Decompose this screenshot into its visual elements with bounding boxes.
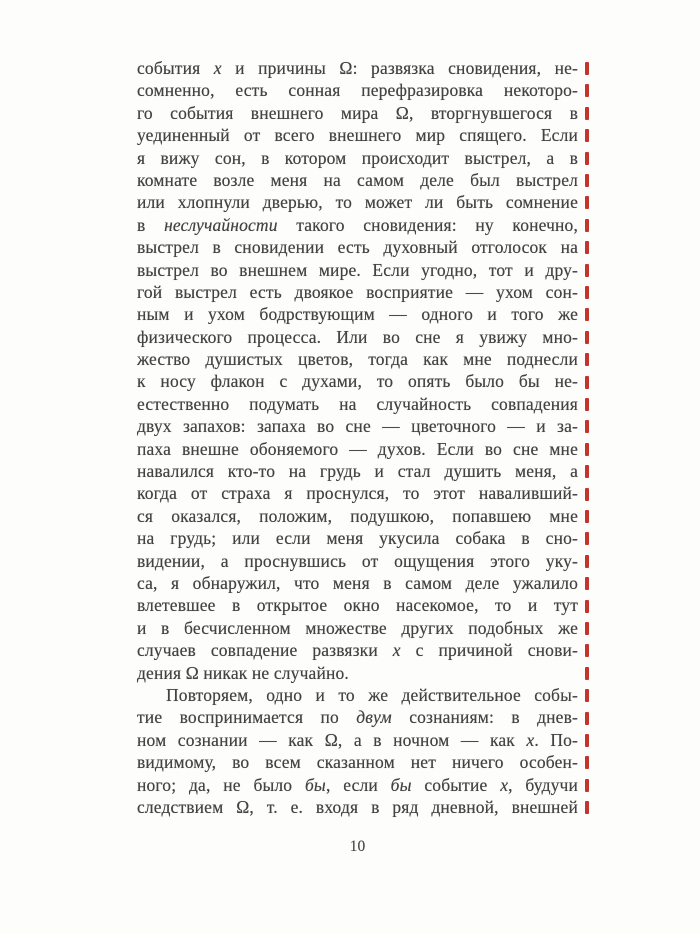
body-text: , будучи xyxy=(508,774,579,795)
text-line xyxy=(137,594,578,616)
text-line xyxy=(137,415,578,437)
body-text: дения Ω никак не случайно. xyxy=(137,662,349,683)
red-tick-icon xyxy=(585,488,589,501)
body-text: видении, а проснувшись от ощущения этого уку- xyxy=(137,550,578,571)
red-tick-icon xyxy=(585,689,589,702)
red-tick-icon xyxy=(585,264,589,277)
italic-text: бы xyxy=(390,774,412,795)
red-tick-icon xyxy=(585,420,589,433)
text-line xyxy=(137,684,578,706)
body-text: событие xyxy=(411,774,501,795)
body-text: следствием Ω, т. е. входя в ряд дневной, внешней xyxy=(137,796,578,817)
body-text: я вижу сон, в котором происходит выстрел, а в xyxy=(137,147,578,168)
red-tick-icon xyxy=(585,555,589,568)
body-text: сознаниям: в днев- xyxy=(391,707,578,728)
body-text: . По- xyxy=(534,729,578,750)
body-text: такого сновидения: ну конечно, xyxy=(277,214,578,235)
text-line xyxy=(137,751,578,773)
text-line xyxy=(137,505,578,527)
italic-text: неслучайности xyxy=(164,214,278,235)
red-tick-icon xyxy=(585,600,589,613)
text-line xyxy=(137,572,578,594)
body-text: уединенный от всего внешнего мир спящего. Если xyxy=(137,125,578,146)
text-line xyxy=(137,729,578,751)
page-number: 10 xyxy=(349,838,366,855)
text-line xyxy=(137,774,578,796)
body-text: ся оказался, положим, подушкою, попавшею мне xyxy=(137,505,578,526)
text-line xyxy=(137,662,578,684)
red-tick-icon xyxy=(585,174,589,187)
text-line xyxy=(137,639,578,661)
red-tick-icon xyxy=(585,107,589,120)
red-tick-icon xyxy=(585,734,589,747)
body-text: , если xyxy=(325,774,391,795)
text-line xyxy=(137,482,578,504)
text-line xyxy=(137,169,578,191)
red-tick-icon xyxy=(585,84,589,97)
text-line xyxy=(137,281,578,303)
body-text: когда от страха я проснулся, то этот наваливший- xyxy=(137,483,578,504)
red-tick-icon xyxy=(585,577,589,590)
text-line xyxy=(137,259,578,281)
text-line xyxy=(137,236,578,258)
red-tick-icon xyxy=(585,196,589,209)
italic-text: x xyxy=(392,640,401,661)
text-line xyxy=(137,124,578,146)
body-text: с причиной снови- xyxy=(400,640,578,661)
text-line xyxy=(137,102,578,124)
red-tick-icon xyxy=(585,510,589,523)
text-line xyxy=(137,147,578,169)
red-tick-icon xyxy=(585,465,589,478)
text-line xyxy=(137,393,578,415)
body-text: ным и ухом бодрствующим — одного и того же xyxy=(137,304,578,325)
text-line xyxy=(137,79,578,101)
red-tick-icon xyxy=(585,152,589,165)
text-line xyxy=(137,796,578,818)
body-text: события xyxy=(137,58,214,78)
text-line xyxy=(137,348,578,370)
text-line xyxy=(137,303,578,325)
red-tick-icon xyxy=(585,129,589,142)
red-tick-icon xyxy=(585,667,589,680)
red-tick-icon xyxy=(585,331,589,344)
body-text: ного; да, не было xyxy=(137,774,305,795)
red-tick-icon xyxy=(585,532,589,545)
text-line xyxy=(137,527,578,549)
body-text: са, я обнаружил, что меня в самом деле ужалило xyxy=(137,572,578,593)
body-text: и в бесчисленном множестве других подобных же xyxy=(137,617,578,638)
text-column xyxy=(137,57,578,818)
red-tick-icon xyxy=(585,712,589,725)
red-tick-icon xyxy=(585,398,589,411)
red-tick-icon xyxy=(585,286,589,299)
red-tick-icon xyxy=(585,779,589,792)
italic-text: x xyxy=(213,58,222,78)
body-text: ном сознании — как Ω, а в ночном — как xyxy=(137,729,527,750)
body-text: комнате возле меня на самом деле был выстрел xyxy=(137,169,578,190)
red-tick-icon xyxy=(585,353,589,366)
body-text: выстрел в сновидении есть духовный отголосок на xyxy=(137,237,578,258)
italic-text: двум xyxy=(356,707,392,728)
body-text: к носу флакон с духами, то опять было бы не- xyxy=(137,371,578,392)
red-tick-icon xyxy=(585,219,589,232)
red-tick-icon xyxy=(585,644,589,657)
body-text: паха внешне обоняемого — духов. Если во сне мне xyxy=(137,438,578,459)
red-tick-icon xyxy=(585,308,589,321)
red-tick-icon xyxy=(585,801,589,814)
body-text: выстрел во внешнем мире. Если угодно, тот и дру- xyxy=(137,259,578,280)
text-line xyxy=(137,57,578,79)
body-text: жество душистых цветов, тогда как мне поднесли xyxy=(137,349,578,370)
text-line xyxy=(137,460,578,482)
body-text: естественно подумать на случайность совпадения xyxy=(137,393,578,414)
text-line xyxy=(137,438,578,460)
body-text: в xyxy=(137,214,165,235)
red-tick-icon xyxy=(585,241,589,254)
body-text: тие воспринимается по xyxy=(137,707,357,728)
body-text: видимому, во всем сказанном нет ничего особен- xyxy=(137,752,578,773)
body-text: двух запахов: запаха во сне — цветочного — и за- xyxy=(137,416,578,437)
body-text: го события внешнего мира Ω, вторгнувшегося в xyxy=(137,102,578,123)
red-tick-icon xyxy=(585,622,589,635)
body-text: Повторяем, одно и то же действительное собы- xyxy=(166,684,578,705)
body-text: гой выстрел есть двоякое восприятие — ухом сон- xyxy=(137,281,578,302)
italic-text: бы xyxy=(304,774,326,795)
text-line xyxy=(137,617,578,639)
body-text: и причины Ω: развязка сновидения, не- xyxy=(221,58,578,78)
red-tick-icon xyxy=(585,376,589,389)
red-tick-icon xyxy=(585,62,589,75)
text-line xyxy=(137,370,578,392)
text-line xyxy=(137,706,578,728)
body-text: навалился кто-то на грудь и стал душить меня, а xyxy=(137,461,578,482)
text-line xyxy=(137,550,578,572)
body-text: случаев совпадение развязки xyxy=(137,640,393,661)
body-text: на грудь; или если меня укусила собака в сно- xyxy=(137,528,578,549)
body-text: или хлопнули дверью, то может ли быть сомнение xyxy=(137,192,578,213)
body-text: физического процесса. Или во сне я увижу мно- xyxy=(137,326,578,347)
text-line xyxy=(137,191,578,213)
text-line xyxy=(137,214,578,236)
red-tick-icon xyxy=(585,443,589,456)
text-line xyxy=(137,326,578,348)
body-text: влетевшее в открытое окно насекомое, то и тут xyxy=(137,595,578,616)
italic-text: x xyxy=(500,774,509,795)
body-text: сомненно, есть сонная перефразировка некоторо- xyxy=(137,80,578,101)
italic-text: x xyxy=(526,729,535,750)
red-tick-icon xyxy=(585,756,589,769)
